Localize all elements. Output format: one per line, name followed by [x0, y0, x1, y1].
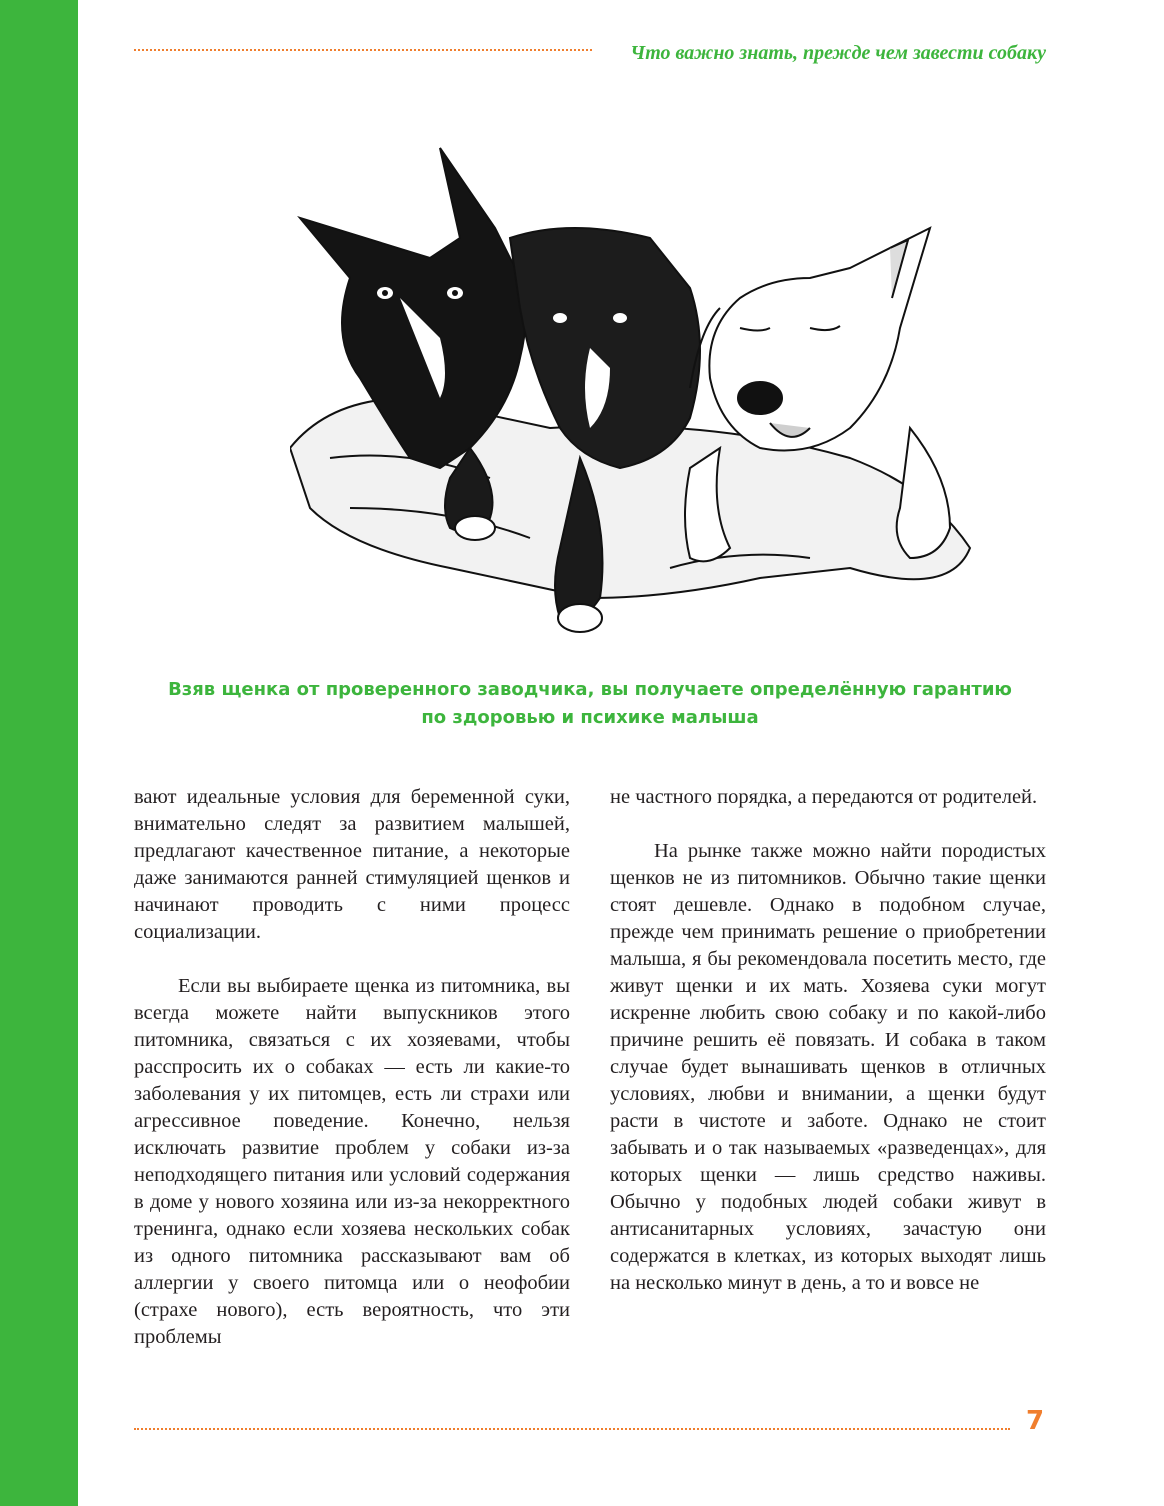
- left-paragraph-2: Если вы выбираете щенка из питомника, вы всегда можете найти выпускников этого питомника, связаться с их хозяевами, чтобы расспросить их о собаках — есть ли какие-то заболевания у их питомцев, есть ли страхи или агрессивное поведение. Конечно, нельзя исключать развитие проблем у собаки из-за неподходящего питания или условий содержания в доме у нового хозяина или из-за некорректного тренинга, однако если хозяева нескольких собак из одного питомника рассказывают вам об аллергии у своего питомца или о неофобии (страхе нового), есть вероятность, что эти проблемы: [134, 975, 570, 1348]
- footer-dotted-rule: [134, 1428, 1010, 1430]
- right-paragraph-2: На рынке также можно найти породистых щенков не из питомников. Обычно такие щенки стоят дешевле. Однако в подобном случае, прежде чем принимать решение о приобретении малыша, я бы рекомендовала посетить место, где живут щенки и их мать. Хозяева суки могут искренне любить свою собаку и по какой-либо причине решить её повязать. И собака в таком случае будет вынашивать щенков в отличных условиях, любви и внимании, а щенки будут расти в чистоте и заботе. Однако не стоит забывать и о так называемых «разведенцах», для которых щенки — лишь средство наживы. Обычно у подобных людей собаки живут в антисанитарных условиях, зачастую они содержатся в клетках, из которых выходят лишь на несколько минут в день, а то и вовсе не: [610, 840, 1046, 1294]
- right-text-column: [610, 784, 1046, 1297]
- header-dotted-rule: [134, 49, 592, 51]
- green-side-bar: [0, 0, 78, 1506]
- page-number: 7: [1026, 1406, 1045, 1436]
- figure-caption-line-1: Взяв щенка от проверенного заводчика, вы получаете определённую гарантию: [168, 679, 1012, 700]
- running-header-title: Что важно знать, прежде чем завести собаку: [630, 42, 1046, 64]
- figure-caption-line-2: по здоровью и психике малыша: [421, 707, 759, 728]
- left-paragraph-1: вают идеальные условия для беременной суки, внимательно следят за развитием малышей, предлагают качественное питание, а некоторые даже занимаются ранней стимуляцией щенков и начинают проводить с ними процесс социализации.: [134, 786, 570, 943]
- figure-caption: [134, 676, 1046, 732]
- puppies-illustration: [290, 128, 980, 648]
- right-paragraph-1: не частного порядка, а передаются от родителей.: [610, 786, 1038, 808]
- left-text-column: [134, 784, 570, 1351]
